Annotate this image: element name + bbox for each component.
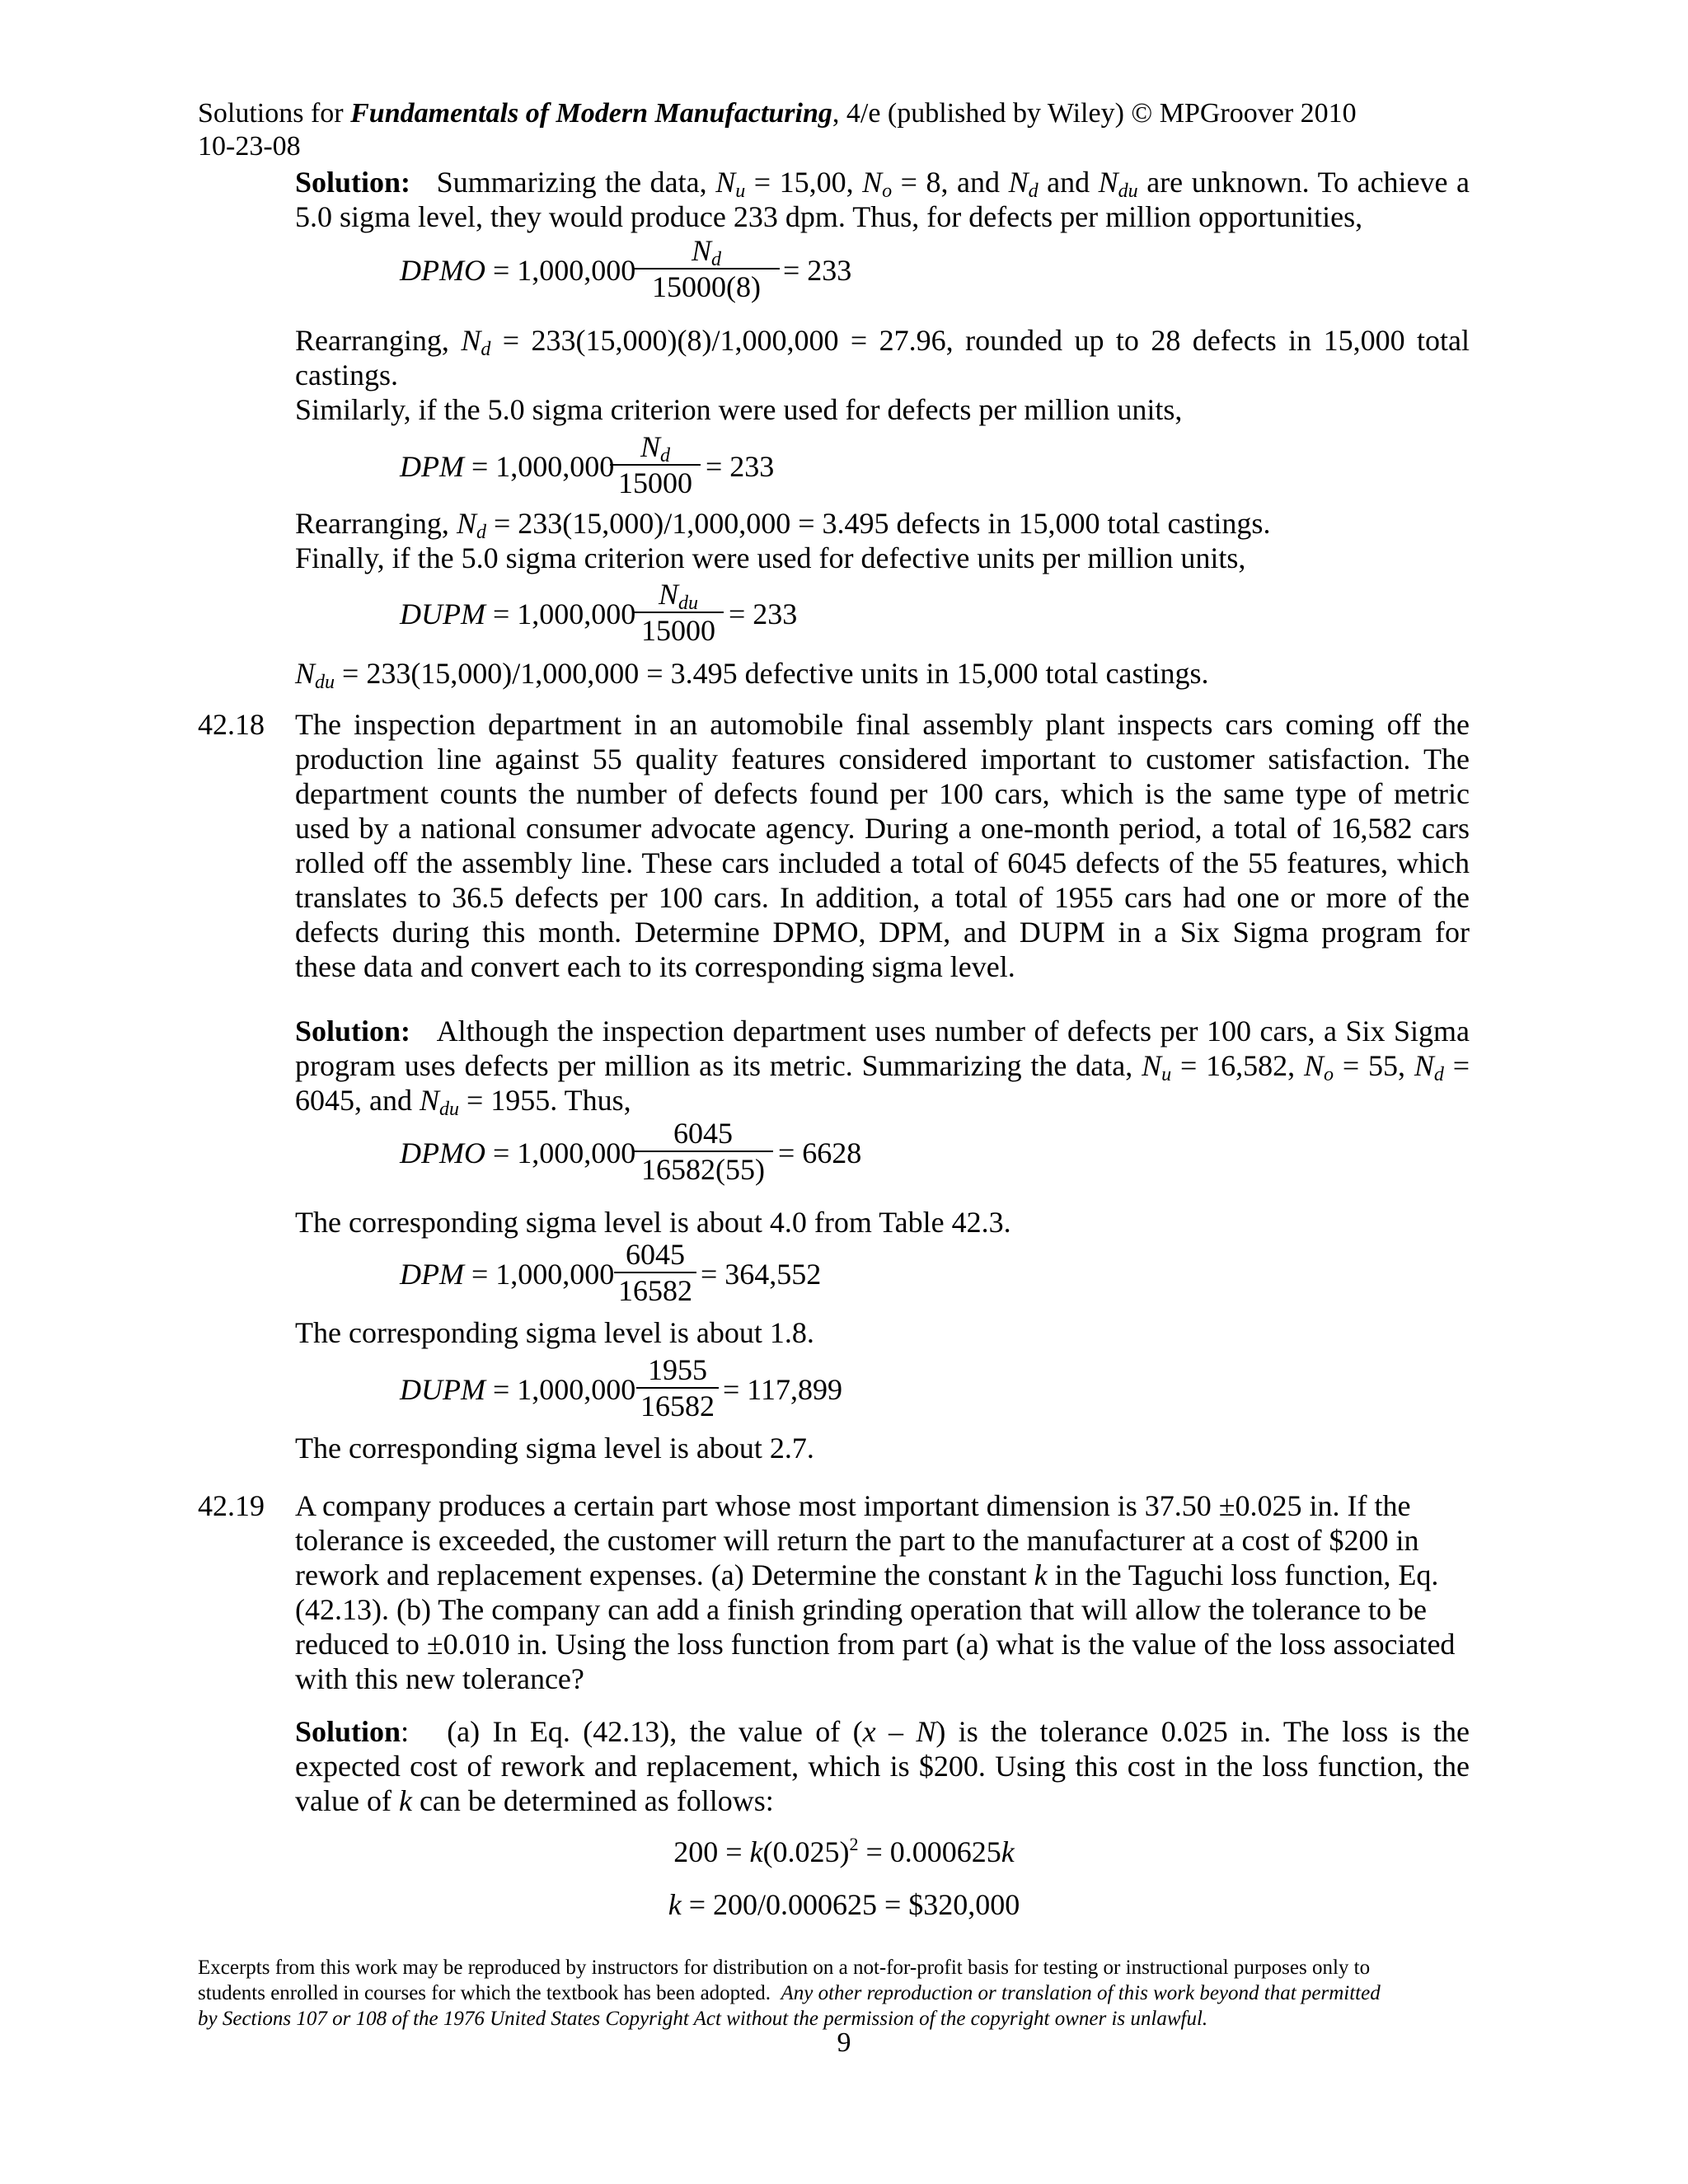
fraction-numerator: $N_{du}$ <box>658 578 698 614</box>
fraction-denominator: 16582(55) <box>641 1153 765 1186</box>
solution-42-18 <box>295 1014 1470 1118</box>
rearr1-line: Rearranging, $N_d = 233(15,000)(8)/1,000,000 = 27.96$, rounded up to 28 defects in 15,000 total <box>295 324 1470 360</box>
footer-line1: Excerpts from this work may be reproduced by instructors for distribution on a not-for-profit basis for testing or instructional purposes only to <box>198 1957 1371 1979</box>
equation-dupm-1 <box>400 597 635 631</box>
fraction-numerator: 6045 <box>626 1238 685 1271</box>
sigma-level-3: The corresponding sigma level is about 2.7. <box>295 1432 814 1465</box>
sigma-level-2: The corresponding sigma level is about 1.8. <box>295 1316 814 1349</box>
fraction-numerator: 6045 <box>673 1117 733 1150</box>
equation-dpm-2 <box>400 1257 614 1291</box>
eq-rhs: = 6628 <box>778 1137 862 1169</box>
page-number: 9 <box>837 2027 851 2058</box>
problem-line: The inspection department in an automobile final assembly plant inspects cars coming off the <box>295 708 1470 741</box>
solution-label: Solution <box>295 1715 401 1748</box>
fraction-numerator: 1955 <box>648 1353 707 1386</box>
eq-lhs: DPM <box>400 450 464 483</box>
problem-42-19 <box>295 1488 1470 1696</box>
header-suffix: , 4/e (published by Wiley) © MPGroover 2010 <box>832 98 1357 129</box>
eq-rhs: = 364,552 <box>701 1258 822 1291</box>
copyright-footer <box>198 1955 1517 2032</box>
eq-rhs: = 233 <box>729 598 798 630</box>
problem-line: rolled off the assembly line. These cars included a total of 6045 defects of the 55 features, which <box>295 846 1470 879</box>
equation-dpmo-1 <box>400 253 635 288</box>
ndu-result <box>295 656 1470 691</box>
problem-line: (42.13). (b) The company can add a finish grinding operation that will allow the tolerance to be <box>295 1593 1427 1626</box>
equation-dupm-2 <box>400 1372 635 1407</box>
sol17-line2: 5.0 sigma level, they would produce 233 dpm. Thus, for defects per million opportunities, <box>295 200 1363 233</box>
solution-42-19 <box>295 1714 1470 1818</box>
sol19-line1: Solution: (a) In Eq. (42.13), the value of (x – N) is the tolerance 0.025 in. The loss is the <box>295 1715 1470 1748</box>
rearr2-line: Rearranging, $N_d = 233(15,000)/1,000,000 = 3.495$ defects in 15,000 total castings. <box>295 507 1271 543</box>
sol19-line2: expected cost of rework and replacement, which is $200. Using this cost in the loss function, the <box>295 1750 1470 1783</box>
footer-line3: by Sections 107 or 108 of the 1976 United States Copyright Act without the permission of the copyright owner is unlawful. <box>198 2008 1208 2030</box>
solution-42-17 <box>295 165 1470 234</box>
eq-lhs: DPMO <box>400 1137 485 1169</box>
eq-coef: = 1,000,000 <box>492 1373 636 1406</box>
fraction-numerator: $N_d$ <box>640 430 670 466</box>
sol18-line3: 6045, and $N_{du} = 1955$. Thus, <box>295 1084 631 1120</box>
problem-line: with this new tolerance? <box>295 1662 584 1695</box>
solution-label: Solution: <box>295 1015 411 1047</box>
equation-loss-b: k = 200/0.000625 = $320,000 <box>668 1888 1020 1921</box>
problem-number: 42.18 <box>198 708 265 741</box>
fraction-dpmo-2 <box>633 1116 773 1187</box>
eq-coef: = 1,000,000 <box>492 1137 636 1169</box>
eq-rhs: = 233 <box>706 450 775 483</box>
eq-lhs: DPMO <box>400 254 485 287</box>
sol19-line3: value of k can be determined as follows: <box>295 1784 774 1817</box>
problem-line: production line against 55 quality features considered important to customer satisfaction. The <box>295 743 1470 776</box>
sol17-line1: Solution: Summarizing the data, $N_u = 15,00$, $N_o = 8$, and $N_d$ and $N_{du}$ are unknown. To achieve a <box>295 166 1470 202</box>
ndu-line: $N_{du} = 233(15,000)/1,000,000 = 3.495$ defective units in 15,000 total castings. <box>295 657 1209 693</box>
problem-line: A company produces a certain part whose most important dimension is 37.50 ±0.025 in. If the <box>295 1489 1411 1522</box>
problem-line: used by a national consumer advocate agency. During a one-month period, a total of 16,582 cars <box>295 812 1470 845</box>
similarly-line: Similarly, if the 5.0 sigma criterion were used for defects per million units, <box>295 393 1183 426</box>
header-date: 10-23-08 <box>198 131 301 162</box>
equation-dpm-1 <box>400 449 614 484</box>
book-title: Fundamentals of Modern Manufacturing <box>350 98 832 129</box>
finally-line: Finally, if the 5.0 sigma criterion were used for defective units per million units, <box>295 541 1246 574</box>
eq-lhs: DUPM <box>400 598 485 630</box>
eq-coef: = 1,000,000 <box>492 598 636 630</box>
eq-coef: = 1,000,000 <box>471 450 615 483</box>
eq-rhs: = 117,899 <box>723 1373 842 1406</box>
fraction-dupm-1 <box>633 577 724 648</box>
eq-coef: = 1,000,000 <box>492 254 636 287</box>
fraction-denominator: 15000 <box>618 466 692 499</box>
problem-line: reduced to ±0.010 in. Using the loss function from part (a) what is the value of the loss associated <box>295 1628 1456 1661</box>
eq-lhs: DPM <box>400 1258 464 1291</box>
problem-42-18 <box>295 707 1470 984</box>
problem-line: these data and convert each to its corresponding sigma level. <box>295 950 1015 983</box>
fraction-numerator: $N_d$ <box>691 234 721 270</box>
rearr1-end: castings. <box>295 359 398 391</box>
problem-line: translates to 36.5 defects per 100 cars. In addition, a total of 1955 cars had one or more of the <box>295 881 1470 914</box>
equation-dpmo-2 <box>400 1136 635 1170</box>
sol18-line2: program uses defects per million as its metric. Summarizing the data, $N_u = 16,582$, $N_o = 55$, $N_d$ = <box>295 1049 1470 1085</box>
sigma-level-1: The corresponding sigma level is about 4.0 from Table 42.3. <box>295 1206 1011 1239</box>
sol18-line1: Solution: Although the inspection department uses number of defects per 100 cars, a Six Sigma <box>295 1015 1470 1047</box>
problem-number: 42.19 <box>198 1489 265 1522</box>
fraction-dupm-2 <box>636 1352 719 1423</box>
page-header <box>198 97 1599 163</box>
eq-lhs: DUPM <box>400 1373 485 1406</box>
problem-line: department counts the number of defects found per 100 cars, which is the same type of metric <box>295 777 1470 810</box>
problem-line: defects during this month. Determine DPMO, DPM, and DUPM in a Six Sigma program for <box>295 916 1470 949</box>
fraction-denominator: 16582 <box>640 1390 715 1422</box>
problem-line: tolerance is exceeded, the customer will return the part to the manufacturer at a cost of $200 in <box>295 1524 1419 1557</box>
fraction-denominator: 15000 <box>641 614 715 647</box>
solution-label: Solution: <box>295 166 411 199</box>
fraction-denominator: 16582 <box>618 1274 692 1307</box>
fraction-dpm-1 <box>610 429 701 500</box>
eq-rhs: = 233 <box>783 254 852 287</box>
eq-coef: = 1,000,000 <box>471 1258 615 1291</box>
rearranging-2 <box>295 506 1470 575</box>
fraction-dpmo-1 <box>633 233 780 304</box>
equation-loss-a: $200 = k(0.025)^2 = 0.000625k$ <box>673 1834 1015 1868</box>
fraction-denominator: 15000(8) <box>652 270 761 303</box>
fraction-dpm-2 <box>614 1237 696 1308</box>
rearranging-1 <box>295 323 1470 427</box>
header-line <box>198 97 1599 130</box>
footer-line2: students enrolled in courses for which the textbook has been adopted. Any other reproduction or translation of this work beyond that permitted <box>198 1982 1381 2004</box>
problem-line: rework and replacement expenses. (a) Determine the constant k in the Taguchi loss function, Eq. <box>295 1558 1439 1591</box>
header-prefix: Solutions for <box>198 98 344 129</box>
